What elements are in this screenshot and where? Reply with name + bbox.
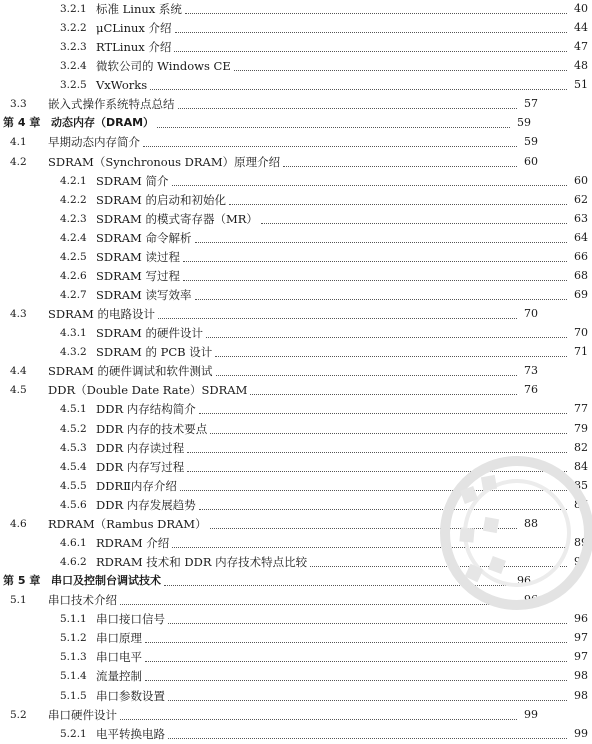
toc-entry-title: SDRAM 读过程	[96, 249, 180, 264]
toc-entry-row[interactable]	[0, 285, 592, 305]
toc-dot-leader	[164, 584, 510, 586]
toc-entry-row[interactable]	[0, 457, 592, 477]
toc-entry-row[interactable]	[0, 56, 592, 76]
toc-entry-row[interactable]	[0, 380, 542, 400]
toc-entry-title: SDRAM 的模式寄存器（MR）	[96, 211, 258, 226]
toc-entry-title: 动态内存（DRAM）	[51, 116, 155, 130]
toc-entry-title: 串口接口信号	[96, 612, 165, 627]
toc-entry-number: 4.6.2	[60, 556, 87, 569]
toc-entry-title: VxWorks	[96, 78, 148, 93]
toc-entry-title: μCLinux 介绍	[96, 21, 172, 36]
toc-entry-row[interactable]	[0, 438, 592, 458]
toc-entry-number: 4.2.4	[60, 231, 87, 244]
toc-entry-title: RTLinux 介绍	[96, 40, 172, 55]
toc-entry-number: 3.2.3	[60, 41, 87, 54]
toc-entry-number: 3.2.2	[60, 22, 87, 35]
toc-entry-row[interactable]	[0, 94, 542, 114]
toc-dot-leader	[145, 679, 567, 681]
toc-entry-title: DDR（Double Date Rate）SDRAM	[48, 383, 248, 398]
toc-page-number: 99	[524, 707, 538, 721]
toc-page-number: 68	[574, 268, 588, 282]
toc-entry-row[interactable]	[0, 705, 542, 725]
toc-page-number: 77	[574, 402, 588, 416]
toc-dot-leader	[157, 126, 510, 128]
toc-entry-title: RDRAM 技术和 DDR 内存技术特点比较	[96, 555, 308, 570]
toc-entry-title: 标准 Linux 系统	[96, 2, 182, 16]
toc-entry-number: 4.2.1	[60, 174, 87, 187]
toc-page-number: 97	[574, 631, 588, 645]
toc-entry-title: SDRAM 的电路设计	[48, 307, 155, 322]
toc-dot-leader	[229, 203, 567, 205]
toc-entry-number: 4.2.2	[60, 193, 87, 206]
toc-entry-number: 4.3	[10, 308, 27, 321]
toc-page-number: 62	[574, 192, 588, 206]
toc-entry-row[interactable]	[0, 152, 542, 172]
toc-entry-title: 串口及控制台调试技术	[51, 574, 161, 588]
toc-dot-leader	[215, 355, 567, 357]
toc-dot-leader	[183, 279, 567, 281]
toc-dot-leader	[168, 737, 567, 739]
toc-entry-row[interactable]	[0, 37, 592, 57]
toc-dot-leader	[210, 527, 517, 529]
toc-entry-title: SDRAM 简介	[96, 173, 169, 188]
toc-entry-title: 电平转换电路	[96, 726, 165, 741]
toc-entry-number: 4.3.2	[60, 346, 87, 359]
toc-dot-leader	[158, 317, 517, 319]
toc-entry-number: 5.1.5	[60, 689, 87, 702]
toc-entry-row[interactable]	[0, 323, 592, 343]
toc-dot-leader	[178, 107, 518, 109]
toc-entry-title: RDRAM 介绍	[96, 535, 170, 550]
toc-dot-leader	[234, 69, 567, 71]
toc-dot-leader	[210, 432, 567, 434]
toc-dot-leader	[120, 603, 517, 605]
toc-entry-number: 4.5.1	[60, 403, 87, 416]
toc-page-number: 51	[574, 78, 588, 92]
toc-entry-row[interactable]	[0, 476, 592, 496]
toc-entry-title: 串口硬件设计	[48, 707, 117, 722]
toc-page-number: 76	[524, 383, 538, 397]
toc-dot-leader	[145, 641, 567, 643]
toc-dot-leader	[283, 165, 517, 167]
toc-dot-leader	[150, 88, 567, 90]
toc-entry-number: 5.1.1	[60, 613, 87, 626]
toc-page-number: 84	[574, 459, 588, 473]
toc-dot-leader	[310, 565, 567, 567]
toc-chapter-row[interactable]	[0, 571, 535, 591]
toc-entry-number: 5.1.4	[60, 670, 87, 683]
toc-page-number: 40	[574, 2, 588, 15]
toc-page-number: 59	[517, 116, 531, 130]
toc-page-number: 89	[574, 535, 588, 549]
toc-page-number: 99	[574, 726, 588, 740]
toc-entry-row[interactable]	[0, 609, 592, 629]
toc-entry-title: 嵌入式操作系统特点总结	[48, 97, 175, 112]
toc-page-number: 63	[574, 211, 588, 225]
toc-entry-row[interactable]	[0, 18, 592, 38]
toc-dot-leader	[216, 374, 518, 376]
toc-entry-number: 5.2	[10, 708, 27, 721]
toc-entry-number: 4.1	[10, 136, 27, 149]
toc-dot-leader	[195, 298, 568, 300]
toc-entry-number: 4.6	[10, 517, 27, 530]
toc-entry-title: DDR 内存发展趋势	[96, 497, 196, 512]
toc-entry-title: 串口参数设置	[96, 688, 165, 703]
toc-entry-row[interactable]	[0, 171, 592, 191]
toc-entry-row[interactable]	[0, 590, 542, 610]
toc-dot-leader	[175, 31, 567, 33]
toc-entry-title: SDRAM（Synchronous DRAM）原理介绍	[48, 154, 281, 169]
toc-entry-title: SDRAM 的硬件设计	[96, 326, 203, 341]
toc-dot-leader	[145, 660, 567, 662]
toc-entry-number: 5.1.3	[60, 651, 87, 664]
toc-dot-leader	[183, 260, 567, 262]
toc-entry-row[interactable]	[0, 724, 592, 744]
toc-entry-row[interactable]	[0, 75, 592, 95]
toc-dot-leader	[187, 470, 567, 472]
toc-entry-number: 4.5.4	[60, 460, 87, 473]
toc-entry-title: 微软公司的 Windows CE	[96, 59, 231, 74]
toc-entry-title: DDR 内存读过程	[96, 440, 185, 455]
toc-dot-leader	[174, 50, 567, 52]
toc-entry-row[interactable]	[0, 228, 592, 248]
toc-entry-number: 3.3	[10, 98, 27, 111]
toc-dot-leader	[143, 145, 517, 147]
toc-page-number: 70	[574, 326, 588, 340]
toc-page-number: 96	[524, 593, 538, 607]
toc-entry-row[interactable]	[0, 266, 592, 286]
toc-page-number: 98	[574, 669, 588, 683]
toc-entry-title: DDR 内存写过程	[96, 459, 185, 474]
toc-entry-row[interactable]	[0, 495, 592, 515]
toc-entry-row[interactable]	[0, 361, 542, 381]
toc-entry-number: 4.2.7	[60, 289, 87, 302]
toc-entry-row[interactable]	[0, 666, 592, 686]
toc-page-number: 93	[574, 555, 588, 569]
toc-entry-number: 4.5.2	[60, 422, 87, 435]
toc-entry-row[interactable]	[0, 628, 592, 648]
toc-entry-number: 5.1.2	[60, 632, 87, 645]
toc-dot-leader	[120, 718, 517, 720]
toc-entry-title: DDR 内存的技术要点	[96, 421, 208, 436]
toc-page-number: 79	[574, 421, 588, 435]
toc-page-number: 69	[574, 288, 588, 302]
toc-entry-number: 3.2.1	[60, 3, 87, 15]
toc-entry-number: 第 4 章	[3, 116, 41, 130]
toc-entry-number: 3.2.5	[60, 79, 87, 92]
toc-page-number: 44	[574, 21, 588, 35]
toc-entry-row[interactable]	[0, 399, 592, 419]
toc-page-number: 59	[524, 135, 538, 149]
toc-entry-row[interactable]	[0, 0, 592, 19]
toc-dot-leader	[199, 412, 567, 414]
toc-dot-leader	[206, 336, 567, 338]
toc-dot-leader	[250, 393, 517, 395]
toc-entry-row[interactable]	[0, 132, 542, 152]
toc-dot-leader	[168, 699, 567, 701]
toc-entry-number: 5.2.1	[60, 727, 87, 740]
toc-entry-title: 串口电平	[96, 650, 142, 665]
toc-entry-number: 4.6.1	[60, 536, 87, 549]
toc-page-number: 82	[574, 440, 588, 454]
toc-entry-row[interactable]	[0, 686, 592, 706]
toc-entry-number: 5.1	[10, 594, 27, 607]
toc-entry-title: SDRAM 的 PCB 设计	[96, 345, 213, 360]
toc-page-number: 71	[574, 345, 588, 359]
toc-page-number: 97	[574, 650, 588, 664]
toc-entry-row[interactable]	[0, 190, 592, 210]
toc-entry-row[interactable]	[0, 552, 592, 572]
toc-page-number: 48	[574, 59, 588, 73]
toc-entry-title: 串口原理	[96, 631, 142, 646]
toc-page-number: 64	[574, 230, 588, 244]
toc-page-number: 73	[524, 364, 538, 378]
toc-entry-number: 4.5.6	[60, 498, 87, 511]
toc-dot-leader	[185, 12, 567, 14]
toc-page-number: 57	[524, 97, 538, 111]
toc-page-number: 70	[524, 307, 538, 321]
toc-entry-number: 4.2.6	[60, 269, 87, 282]
toc-entry-number: 4.2.3	[60, 212, 87, 225]
toc-entry-number: 4.3.1	[60, 327, 87, 340]
toc-dot-leader	[180, 489, 567, 491]
toc-page-number: 60	[574, 173, 588, 187]
toc-entry-row[interactable]	[0, 419, 592, 439]
toc-dot-leader	[187, 451, 567, 453]
toc-page-number: 47	[574, 40, 588, 54]
toc-entry-title: 串口技术介绍	[48, 593, 117, 608]
toc-dot-leader	[199, 508, 567, 510]
toc-entry-row[interactable]	[0, 647, 592, 667]
toc-page-number: 66	[574, 249, 588, 263]
toc-entry-number: 4.4	[10, 365, 27, 378]
toc-entry-title: RDRAM（Rambus DRAM）	[48, 516, 207, 531]
toc-entry-row[interactable]	[0, 247, 592, 267]
toc-entry-number: 第 5 章	[3, 574, 41, 588]
toc-entry-number: 4.5.5	[60, 479, 87, 492]
toc-entry-title: SDRAM 写过程	[96, 268, 180, 283]
toc-chapter-row[interactable]	[0, 113, 535, 133]
toc-entry-row[interactable]	[0, 533, 592, 553]
toc-entry-title: SDRAM 的启动和初始化	[96, 192, 226, 207]
toc-dot-leader	[172, 184, 568, 186]
toc-dot-leader	[195, 241, 568, 243]
toc-entry-row[interactable]	[0, 342, 592, 362]
toc-dot-leader	[261, 222, 567, 224]
toc-page-number: 85	[574, 478, 588, 492]
toc-entry-title: SDRAM 读写效率	[96, 288, 192, 303]
toc-entry-title: DDR 内存结构简介	[96, 402, 196, 417]
toc-entry-title: SDRAM 的硬件调试和软件测试	[48, 364, 213, 379]
toc-page-number: 96	[574, 612, 588, 626]
toc-entry-number: 4.2.5	[60, 250, 87, 263]
toc-entry-number: 3.2.4	[60, 60, 87, 73]
toc-entry-number: 4.5	[10, 384, 27, 397]
toc-page-number: 96	[517, 574, 531, 588]
toc-page-number: 60	[524, 154, 538, 168]
toc-entry-number: 4.5.3	[60, 441, 87, 454]
toc-page-number: 98	[574, 688, 588, 702]
toc-entry-row[interactable]	[0, 209, 592, 229]
toc-entry-row[interactable]	[0, 304, 542, 324]
toc-entry-title: 早期动态内存简介	[48, 135, 140, 150]
toc-dot-leader	[168, 622, 567, 624]
toc-page-number: 87	[574, 497, 588, 511]
toc-entry-title: 流量控制	[96, 669, 142, 684]
toc-dot-leader	[172, 546, 567, 548]
toc-entry-row[interactable]	[0, 514, 542, 534]
toc-entry-title: DDRⅡ内存介绍	[96, 478, 177, 493]
toc-page-number: 88	[524, 516, 538, 530]
toc-entry-number: 4.2	[10, 155, 27, 168]
toc-entry-title: SDRAM 命令解析	[96, 230, 192, 245]
